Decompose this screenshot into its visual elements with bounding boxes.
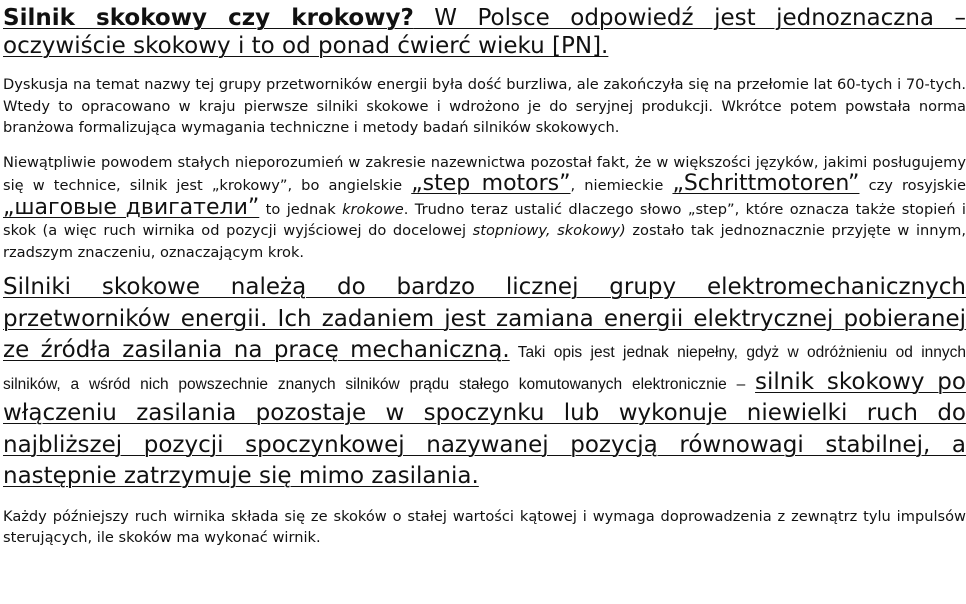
term-english: „step motors” [411, 171, 571, 196]
p2-text-1: Niewątpliwie powodem stałych nieporozumień w zakresie nazewnictwa pozostał fakt, że w większości języków, jakimi posługujemy się w technice, silnik jest „krokowy”, bo angielskie [3, 153, 966, 194]
term-german: „Schrittmotoren” [672, 171, 860, 196]
paragraph-4: Każdy późniejszy ruch wirnika składa się ze skoków o stałej wartości kątowej i wymaga doprowadzenia z zewnątrz tylu impulsów sterujących, ile skoków ma wykonać wirnik. [3, 507, 966, 546]
term-russian: „шаговые двигатели” [3, 194, 260, 220]
heading-rest: W Polsce odpowiedź jest jednoznaczna – oczywiście skokowy i to od ponad ćwierć wieku [PN]. [3, 5, 966, 59]
term-krokowe: krokowe [342, 200, 404, 218]
italic-phrase: stopniowy, skokowy) [472, 222, 626, 239]
p3-small: Taki opis jest jednak niepełny, gdyż w odróżnieniu od innych silników, a wśród nich powszechnie znanych silników prądu stałego komutowanych elektronicznie – [3, 344, 966, 393]
paragraph-1: Dyskusja na temat nazwy tej grupy przetworników energii była dość burzliwa, ale zakończyła się na przełomie lat 60-tych i 70-tych. Wtedy to opracowano w kraju pierwsze silniki skokowe i wdrożono je do seryjnej produkcji. Wkrótce potem powstała norma branżowa formalizująca wymagania techniczne i metody badań silników skokowych. [3, 76, 966, 136]
heading-bold: Silnik skokowy czy krokowy? [3, 5, 414, 31]
heading-paragraph [3, 4, 966, 60]
paragraph-3 [3, 273, 966, 494]
p2-text-4: to jednak [259, 200, 343, 218]
document-page [3, 4, 966, 562]
p2-text-2: , niemieckie [570, 177, 673, 194]
p3-large-2: silnik skokowy po włączeniu zasilania pozostaje w spoczynku lub wykonuje niewielki ruch do najbliższej pozycji spoczynkowej nazywanej pozycją równowagi stabilnej, a następnie zatrzymuje się mimo zasilania. [3, 368, 966, 489]
paragraph-2 [3, 152, 966, 264]
p2-text-6: zostało tak jednoznacznie przyjęte w innym, rzadszym znaczeniu, oznaczającym krok. [3, 222, 966, 261]
p3-large-1: Silniki skokowe należą do bardzo licznej grupy elektromechanicznych przetworników energii. Ich zadaniem jest zamiana energii elektrycznej pobieranej ze źródła zasilania na pracę mechaniczną. [3, 274, 966, 363]
p2-text-3: czy rosyjskie [859, 177, 966, 194]
p2-text-5: . Trudno teraz ustalić dlaczego słowo „step”, które oznacza także stopień i skok (a więc ruch wirnika od pozycji wyjściowej do docelowej [3, 200, 966, 239]
